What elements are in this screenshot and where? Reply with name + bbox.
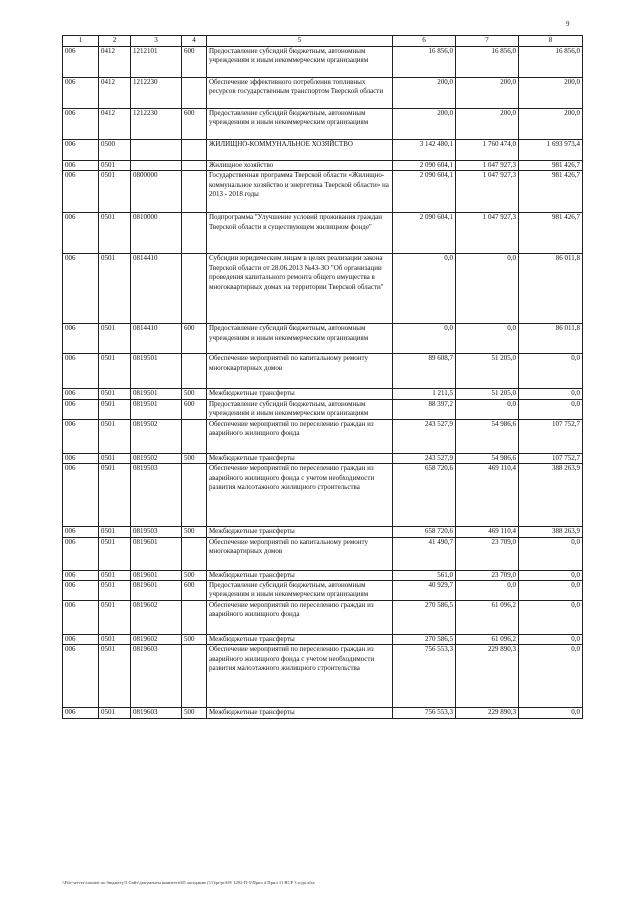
row-code-target: 0814410 [131,254,182,324]
row-amount-1: 243 527,9 [393,419,456,453]
row-code-expense-type: 500 [182,453,207,463]
row-amount-3: 0,0 [519,708,583,718]
row-name: Межбюджетные трансферты [207,389,393,399]
row-code-expense-type: 600 [182,324,207,354]
row-code-target: 0819601 [131,570,182,580]
table-row [63,324,583,354]
row-code-section: 0501 [99,354,131,389]
row-code-admin: 006 [63,47,99,78]
row-amount-2: 0,0 [456,324,519,354]
row-name: Обеспечение эффективного потребления топливных ресурсов государственным транспортом Тверской области [207,78,393,109]
table-row [63,109,583,140]
row-code-admin: 006 [63,354,99,389]
row-amount-2: 1 047 927,3 [456,213,519,254]
row-amount-2: 200,0 [456,109,519,140]
row-name: Межбюджетные трансферты [207,635,393,645]
page-number: 9 [566,20,570,28]
row-amount-2: 229 890,3 [456,708,519,718]
row-name: Межбюджетные трансферты [207,527,393,537]
row-amount-1: 200,0 [393,78,456,109]
row-amount-1: 658 720,6 [393,464,456,527]
row-code-target: 0819602 [131,601,182,635]
row-code-section: 0501 [99,601,131,635]
row-name: Жилищное хозяйство [207,161,393,171]
row-code-section: 0501 [99,635,131,645]
row-code-expense-type: 500 [182,527,207,537]
row-amount-2: 61 096,2 [456,601,519,635]
row-amount-2: 51 205,0 [456,389,519,399]
row-code-target: 0819501 [131,399,182,419]
row-code-target: 1212230 [131,78,182,109]
row-code-admin: 006 [63,708,99,718]
row-code-admin: 006 [63,645,99,708]
table-row [63,464,583,527]
row-amount-3: 388 263,9 [519,527,583,537]
table-row [63,635,583,645]
column-header: 7 [456,36,519,47]
row-code-expense-type [182,645,207,708]
row-amount-1: 243 527,9 [393,453,456,463]
column-header: 5 [207,36,393,47]
column-header: 3 [131,36,182,47]
row-amount-3: 86 011,8 [519,254,583,324]
row-code-expense-type: 600 [182,47,207,78]
row-code-section: 0501 [99,464,131,527]
row-code-admin: 006 [63,581,99,601]
row-amount-3: 107 752,7 [519,419,583,453]
row-code-target: 1212101 [131,47,182,78]
row-code-target: 0819503 [131,464,182,527]
row-code-admin: 006 [63,213,99,254]
table-row [63,354,583,389]
row-amount-3: 388 263,9 [519,464,583,527]
row-amount-3: 0,0 [519,389,583,399]
row-name: Межбюджетные трансферты [207,570,393,580]
row-amount-2: 469 110,4 [456,527,519,537]
row-amount-1: 89 608,7 [393,354,456,389]
row-code-target: 0819603 [131,645,182,708]
row-code-section: 0501 [99,389,131,399]
row-name: Обеспечение мероприятий по капитальному ремонту многоквартирных домов [207,354,393,389]
row-code-admin: 006 [63,635,99,645]
row-code-target: 0819603 [131,708,182,718]
row-amount-2: 23 709,0 [456,537,519,570]
row-amount-3: 0,0 [519,399,583,419]
row-code-section: 0412 [99,78,131,109]
table-row [63,527,583,537]
column-header: 8 [519,36,583,47]
row-amount-3: 107 752,7 [519,453,583,463]
row-amount-2: 0,0 [456,399,519,419]
file-path-footer: \\File-server\comitet по бюджету\5 Сайт\документы комитета\05 заседание (11)\pr\pr\69\ 1292-П-5\Прил 4 Прил 11 ВСР 3 года.xlsx [62,880,315,885]
row-amount-2: 16 856,0 [456,47,519,78]
table-row [63,570,583,580]
table-row [63,419,583,453]
table-row [63,645,583,708]
row-amount-3: 0,0 [519,601,583,635]
table-row [63,254,583,324]
row-code-expense-type [182,78,207,109]
row-amount-3: 1 693 973,4 [519,140,583,161]
row-amount-3: 0,0 [519,581,583,601]
row-code-section: 0501 [99,324,131,354]
row-code-section: 0501 [99,399,131,419]
row-amount-2: 200,0 [456,78,519,109]
row-amount-3: 0,0 [519,354,583,389]
row-code-target: 0819501 [131,389,182,399]
row-amount-3: 0,0 [519,645,583,708]
row-name: Предоставление субсидий бюджетным, автономным учреждениям и иным некоммерческим организациям [207,399,393,419]
row-code-admin: 006 [63,171,99,213]
row-code-target [131,140,182,161]
row-name: Субсидии юридическим лицам в целях реализации закона Тверской области от 28.06.2013 №43-ЗО "Об организации проведения капитального ремонта общего имущества в многоквартирных домах на территории Тверской области" [207,254,393,324]
row-code-expense-type [182,171,207,213]
row-amount-1: 756 553,3 [393,708,456,718]
row-amount-3: 0,0 [519,537,583,570]
row-code-section: 0501 [99,453,131,463]
row-amount-1: 88 397,2 [393,399,456,419]
table-row [63,453,583,463]
row-amount-1: 200,0 [393,109,456,140]
row-amount-1: 270 586,5 [393,635,456,645]
row-code-expense-type [182,161,207,171]
row-amount-2: 54 986,6 [456,419,519,453]
row-amount-3: 0,0 [519,570,583,580]
row-code-section: 0501 [99,161,131,171]
row-code-target: 0819601 [131,581,182,601]
row-code-section: 0501 [99,527,131,537]
row-code-expense-type [182,354,207,389]
row-code-admin: 006 [63,324,99,354]
row-amount-2: 61 096,2 [456,635,519,645]
row-code-expense-type: 600 [182,109,207,140]
budget-table [62,35,583,719]
row-amount-2: 23 709,0 [456,570,519,580]
row-code-target: 0819502 [131,453,182,463]
table-body [63,36,583,719]
table-row [63,399,583,419]
row-name: Обеспечение мероприятий по переселению граждан из аварийного жилищного фонда с учетом необходимости развития малоэтажного жилищного строительства [207,645,393,708]
row-name: Обеспечение мероприятий по капитальному ремонту многоквартирных домов [207,537,393,570]
column-header: 4 [182,36,207,47]
row-code-admin: 006 [63,109,99,140]
row-code-section: 0501 [99,581,131,601]
row-code-section: 0501 [99,570,131,580]
table-row [63,213,583,254]
row-amount-1: 2 090 604,1 [393,213,456,254]
row-amount-3: 16 856,0 [519,47,583,78]
table-row [63,708,583,718]
row-amount-1: 2 090 604,1 [393,171,456,213]
row-amount-1: 41 490,7 [393,537,456,570]
table-row [63,78,583,109]
row-amount-3: 981 426,7 [519,171,583,213]
row-amount-1: 1 211,5 [393,389,456,399]
row-name: Межбюджетные трансферты [207,708,393,718]
row-name: ЖИЛИЩНО-КОММУНАЛЬНОЕ ХОЗЯЙСТВО [207,140,393,161]
row-code-section: 0501 [99,254,131,324]
row-code-target: 0819501 [131,354,182,389]
row-amount-1: 561,0 [393,570,456,580]
row-amount-1: 40 929,7 [393,581,456,601]
row-name: Государственная программа Тверской области «Жилищно-коммунальное хозяйство и энергетика Тверской области» на 2013 - 2018 годы [207,171,393,213]
row-code-expense-type [182,213,207,254]
row-code-admin: 006 [63,570,99,580]
row-code-section: 0501 [99,213,131,254]
row-code-admin: 006 [63,527,99,537]
row-amount-2: 1 047 927,3 [456,171,519,213]
row-code-admin: 006 [63,464,99,527]
row-code-target: 0819503 [131,527,182,537]
row-amount-2: 229 890,3 [456,645,519,708]
row-amount-3: 200,0 [519,109,583,140]
row-amount-3: 981 426,7 [519,213,583,254]
row-amount-2: 54 986,6 [456,453,519,463]
row-amount-2: 0,0 [456,581,519,601]
row-amount-1: 2 090 604,1 [393,161,456,171]
row-code-expense-type [182,601,207,635]
row-amount-1: 0,0 [393,254,456,324]
row-code-section: 0500 [99,140,131,161]
row-amount-3: 981 426,7 [519,161,583,171]
row-code-target: 0814410 [131,324,182,354]
row-code-section: 0412 [99,109,131,140]
row-code-target: 0819502 [131,419,182,453]
row-amount-1: 3 142 480,1 [393,140,456,161]
table-row [63,581,583,601]
row-code-target: 0819602 [131,635,182,645]
column-header-row [63,36,583,47]
table-row [63,47,583,78]
row-code-expense-type: 600 [182,581,207,601]
row-code-section: 0501 [99,708,131,718]
row-code-expense-type [182,464,207,527]
row-code-target [131,161,182,171]
table-row [63,537,583,570]
table-row [63,171,583,213]
row-code-expense-type [182,254,207,324]
row-name: Обеспечение мероприятий по переселению граждан из аварийного жилищного фонда с учетом необходимости развития малоэтажного жилищного строительства [207,464,393,527]
table-row [63,161,583,171]
row-code-admin: 006 [63,419,99,453]
row-code-expense-type [182,537,207,570]
row-code-expense-type: 500 [182,389,207,399]
row-code-admin: 006 [63,399,99,419]
table-row [63,389,583,399]
row-amount-2: 0,0 [456,254,519,324]
row-amount-1: 0,0 [393,324,456,354]
row-amount-2: 51 205,0 [456,354,519,389]
row-name: Обеспечение мероприятий по переселению граждан из аварийного жилищного фонда [207,419,393,453]
row-amount-1: 16 856,0 [393,47,456,78]
row-code-expense-type: 500 [182,570,207,580]
row-code-expense-type: 500 [182,635,207,645]
row-name: Обеспечение мероприятий по переселению граждан из аварийного жилищного фонда [207,601,393,635]
row-name: Предоставление субсидий бюджетным, автономным учреждениям и иным некоммерческим организациям [207,581,393,601]
row-amount-2: 469 110,4 [456,464,519,527]
row-amount-3: 200,0 [519,78,583,109]
row-code-admin: 006 [63,453,99,463]
row-name: Предоставление субсидий бюджетным, автономным учреждениям и иным некоммерческим организациям [207,47,393,78]
row-code-admin: 006 [63,389,99,399]
row-code-target: 0819601 [131,537,182,570]
row-code-target: 0800000 [131,171,182,213]
row-code-admin: 006 [63,537,99,570]
row-amount-1: 270 586,5 [393,601,456,635]
row-code-admin: 006 [63,161,99,171]
row-amount-3: 86 011,8 [519,324,583,354]
row-name: Предоставление субсидий бюджетным, автономным учреждениям и иным некоммерческим организациям [207,324,393,354]
row-code-section: 0501 [99,645,131,708]
row-code-target: 0810000 [131,213,182,254]
row-code-section: 0501 [99,419,131,453]
row-code-admin: 006 [63,254,99,324]
table-row [63,601,583,635]
row-code-expense-type: 500 [182,708,207,718]
row-amount-2: 1 760 474,0 [456,140,519,161]
row-code-admin: 006 [63,140,99,161]
row-code-section: 0412 [99,47,131,78]
row-name: Подпрограмма "Улучшение условий проживания граждан Тверской области в существующем жилищном фонде" [207,213,393,254]
row-amount-3: 0,0 [519,635,583,645]
row-code-expense-type [182,140,207,161]
column-header: 6 [393,36,456,47]
table-row [63,140,583,161]
row-name: Межбюджетные трансферты [207,453,393,463]
row-amount-1: 658 720,6 [393,527,456,537]
row-code-expense-type: 600 [182,399,207,419]
row-amount-2: 1 047 927,3 [456,161,519,171]
row-code-section: 0501 [99,537,131,570]
column-header: 1 [63,36,99,47]
row-code-admin: 006 [63,601,99,635]
row-amount-1: 756 553,3 [393,645,456,708]
row-name: Предоставление субсидий бюджетным, автономным учреждениям и иным некоммерческим организациям [207,109,393,140]
row-code-target: 1212230 [131,109,182,140]
row-code-admin: 006 [63,78,99,109]
column-header: 2 [99,36,131,47]
row-code-section: 0501 [99,171,131,213]
row-code-expense-type [182,419,207,453]
